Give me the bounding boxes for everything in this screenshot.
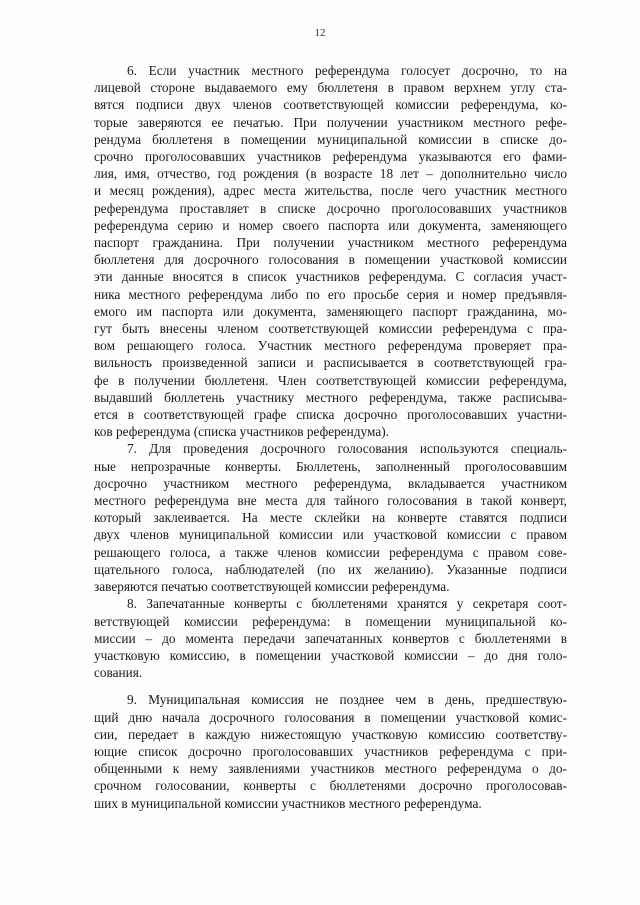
text-line: емого им паспорта или документа, заменяющего паспорт гражданина, мо- (94, 303, 567, 319)
text-line: рендума бюллетеня в помещении муниципальной комиссии в списке до- (94, 131, 567, 147)
text-line: ших в муниципальной комиссии участников местного референдума. (94, 795, 482, 811)
text-line: выдавший бюллетень участнику местного референдума, также расписыва- (94, 389, 567, 405)
text-line: ется в соответствующей графе списка досрочно проголосовавших участни- (94, 407, 567, 423)
text-line: паспорт гражданина. При получении участником местного референдума (94, 235, 567, 251)
text-line: 8. Запечатанные конверты с бюллетенями хранятся у секретаря соот- (127, 596, 567, 612)
document-body (94, 62, 567, 812)
text-line: ника местного референдума либо по его просьбе серия и номер предъявля- (94, 286, 567, 302)
text-line: местного референдума вне места для тайного голосования в такой конверт, (94, 493, 567, 509)
text-line: сии, передает в каждую нижестоящую участковую комиссию соответству- (94, 726, 567, 742)
text-line: 9. Муниципальная комиссия не позднее чем в день, предшествую- (127, 692, 567, 708)
paragraph-gap (94, 681, 567, 691)
paragraph-8 (94, 595, 567, 681)
text-line: лия, имя, отчество, год рождения (в возрасте 18 лет – дополнительно число (94, 166, 567, 182)
text-line: участковую комиссию, в помещении участковой комиссии – до дня голо- (94, 647, 567, 663)
text-line: заверяются печатью соответствующей комиссии референдума. (94, 579, 450, 595)
text-line: референдума проставляет в списке досрочно проголосовавших участников (94, 200, 567, 216)
text-line: ков референдума (списка участников референдума). (94, 424, 389, 440)
text-line: щий дню начала досрочного голосования в помещении участковой комис- (94, 709, 567, 725)
text-line: гут быть внесены членом соответствующей комиссии референдума с пра- (94, 321, 567, 337)
text-line: щательного голоса, наблюдателей (по их желанию). Указанные подписи (94, 561, 567, 577)
text-line: срочно проголосовавших участников референдума указываются его фами- (94, 149, 567, 165)
text-line: 7. Для проведения досрочного голосования используются специаль- (127, 441, 567, 457)
text-line: вятся подписи двух членов соответствующей комиссии референдума, ко- (94, 97, 567, 113)
text-line: торые заверяются ее печатью. При получении участником местного рефе- (94, 114, 567, 130)
text-line: эти данные вносятся в список участников референдума. С согласия участ- (94, 269, 567, 285)
paragraph-7 (94, 440, 567, 595)
text-line: досрочно участником местного референдума, вкладывается участником (94, 475, 567, 491)
text-line: вом решающего голоса. Участник местного референдума проверяет пра- (94, 338, 567, 354)
paragraph-6 (94, 62, 567, 440)
page-number: 12 (314, 27, 326, 39)
text-line: миссии – до момента передачи запечатанных конвертов с бюллетенями в (94, 630, 567, 646)
text-line: бюллетеня для досрочного голосования в помещении участковой комиссии (94, 252, 567, 268)
text-line: ные непрозрачные конверты. Бюллетень, заполненный проголосовавшим (94, 458, 567, 474)
paragraph-9 (94, 691, 567, 811)
text-line: 6. Если участник местного референдума голосует досрочно, то на (127, 63, 567, 78)
text-line: лицевой стороне выдаваемого ему бюллетеня в правом верхнем углу ста- (94, 80, 567, 96)
text-line: двух членов муниципальной комиссии или участковой комиссии с правом (94, 527, 567, 543)
text-line: и месяц рождения), адрес места жительства, после чего участник местного (94, 183, 567, 199)
text-line: ющие список досрочно проголосовавших участников референдума с при- (94, 743, 567, 759)
text-line: сования. (94, 665, 143, 681)
text-line: который заклеивается. На месте склейки на конверте ставятся подписи (94, 510, 567, 526)
text-line: решающего голоса, а также членов комиссии референдума с правом сове- (94, 544, 567, 560)
text-line: ветствующей комиссии референдума: в помещении муниципальной ко- (94, 613, 567, 629)
text-line: общенными к нему заявлениями участников местного референдума о до- (94, 761, 567, 777)
text-line: референдума серию и номер своего паспорта или документа, заменяющего (94, 217, 567, 233)
text-line: фе в получении бюллетеня. Член соответствующей комиссии референдума, (94, 372, 567, 388)
text-line: срочном голосовании, конверты с бюллетенями досрочно проголосовав- (94, 778, 567, 794)
text-line: вильность произведенной записи и расписывается в соответствующей гра- (94, 355, 567, 371)
